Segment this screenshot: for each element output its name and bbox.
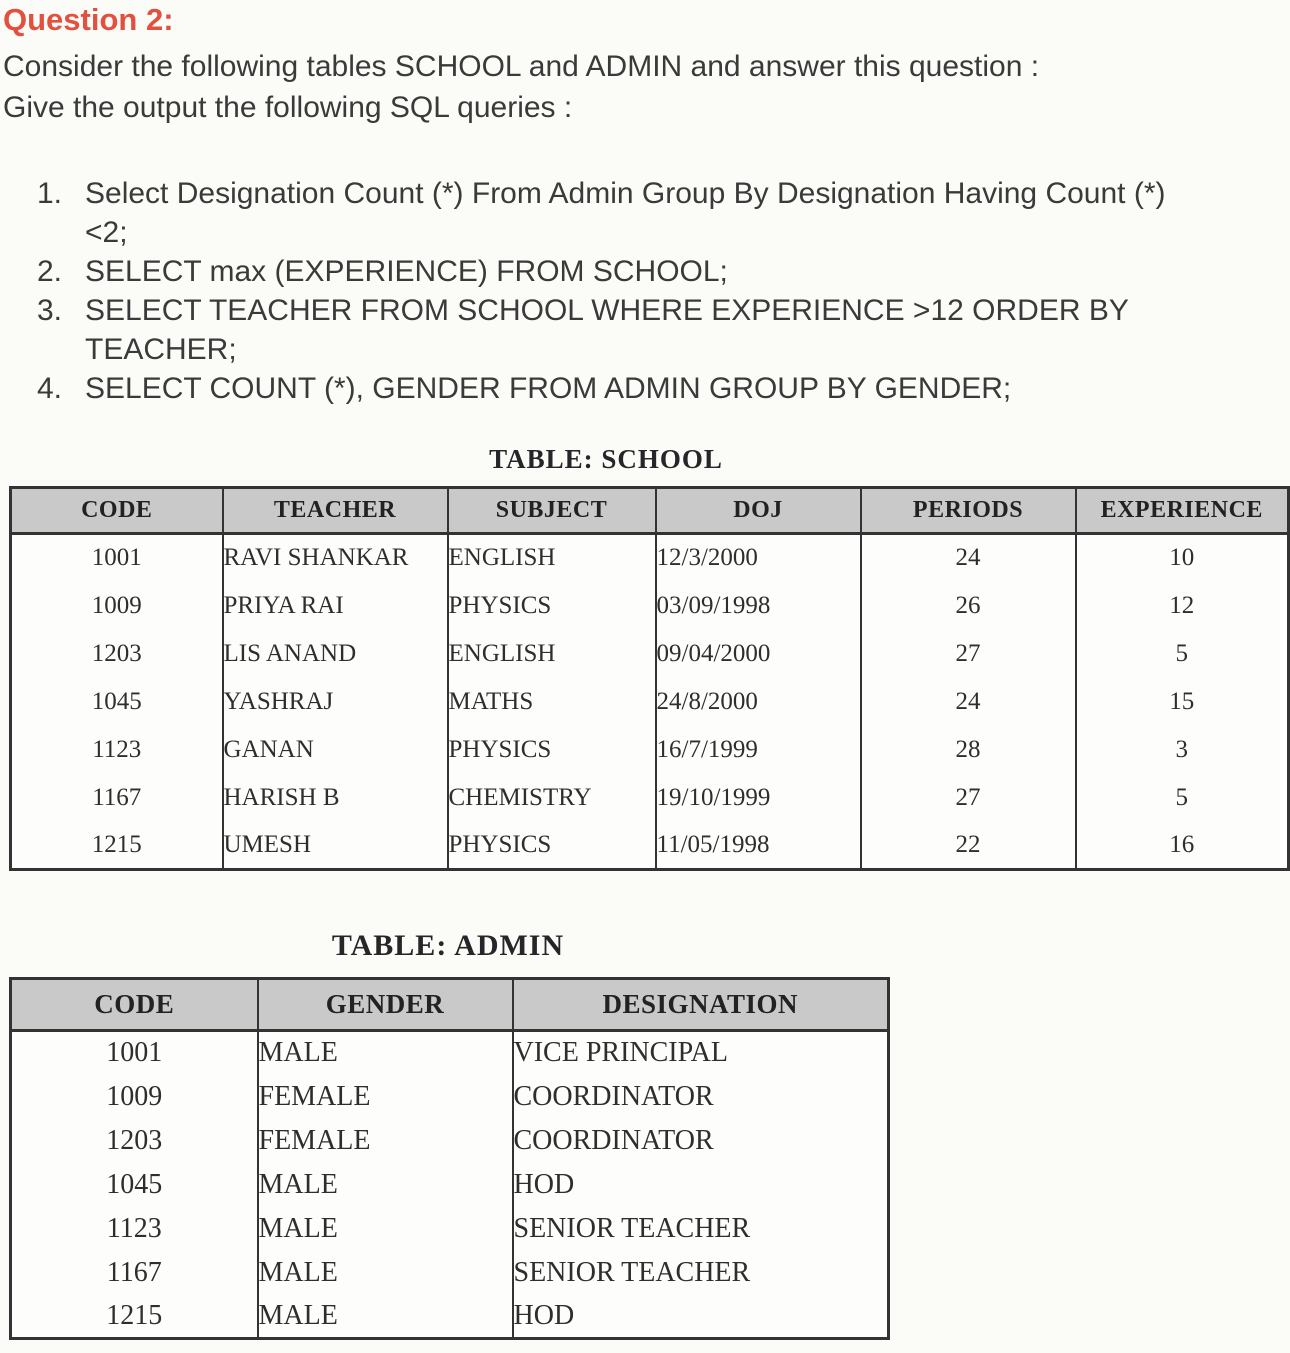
query-item xyxy=(37,174,1290,252)
cell: PHYSICS xyxy=(448,582,656,630)
cell: 1123 xyxy=(106,1212,162,1244)
intro-line-2: Give the output the following SQL queries : xyxy=(3,91,573,124)
cell: 24/8/2000 xyxy=(656,678,861,726)
query-item xyxy=(37,252,1290,291)
cell: 5 xyxy=(1076,774,1289,822)
query-line: Select Designation Count (*) From Admin Group By Designation Having Count (*) xyxy=(85,177,1166,210)
cell: UMESH xyxy=(223,822,448,870)
cell: 1215 xyxy=(106,1299,163,1331)
cell: 28 xyxy=(861,726,1076,774)
admin-table-caption: TABLE: ADMIN xyxy=(331,929,565,962)
cell: CHEMISTRY xyxy=(448,774,656,822)
cell: GANAN xyxy=(223,726,448,774)
cell: 1123 xyxy=(92,735,142,763)
column-header: EXPERIENCE xyxy=(1076,488,1289,534)
cell: 27 xyxy=(861,774,1076,822)
cell: 1167 xyxy=(106,1256,162,1288)
cell: 1009 xyxy=(91,591,142,619)
column-header: CODE xyxy=(11,488,223,534)
table-row xyxy=(11,534,1289,582)
cell: YASHRAJ xyxy=(223,678,448,726)
cell: 15 xyxy=(1076,678,1289,726)
query-list xyxy=(37,174,1290,408)
table-row xyxy=(11,1163,889,1207)
question-heading: Question 2: xyxy=(3,2,174,37)
school-table xyxy=(9,486,1290,871)
cell: VICE PRINCIPAL xyxy=(513,1031,889,1075)
table-row xyxy=(11,582,1289,630)
cell: 11/05/1998 xyxy=(656,822,861,870)
school-table-caption: TABLE: SCHOOL xyxy=(489,444,723,474)
query-item xyxy=(37,291,1290,369)
cell: RAVI SHANKAR xyxy=(223,534,448,582)
cell: PRIYA RAI xyxy=(223,582,448,630)
cell: FEMALE xyxy=(258,1075,513,1119)
cell: SENIOR TEACHER xyxy=(513,1207,889,1251)
table-row xyxy=(11,1295,889,1339)
query-number: 4. xyxy=(37,372,63,405)
cell: 10 xyxy=(1076,534,1289,582)
cell: 16/7/1999 xyxy=(656,726,861,774)
cell: 1167 xyxy=(92,783,142,811)
cell: 1009 xyxy=(106,1080,163,1112)
cell: MATHS xyxy=(448,678,656,726)
cell: 24 xyxy=(861,534,1076,582)
table-row xyxy=(11,1075,889,1119)
column-header: GENDER xyxy=(258,979,513,1031)
cell: 22 xyxy=(861,822,1076,870)
intro-line-1: Consider the following tables SCHOOL and ADMIN and answer this question : xyxy=(3,50,1040,83)
query-line: <2; xyxy=(85,216,128,249)
admin-table xyxy=(9,977,890,1340)
cell: 1203 xyxy=(106,1124,163,1156)
column-header: SUBJECT xyxy=(448,488,656,534)
cell: 1045 xyxy=(91,687,142,715)
query-text xyxy=(85,252,1290,291)
query-item xyxy=(37,369,1290,408)
cell: 19/10/1999 xyxy=(656,774,861,822)
cell: HOD xyxy=(513,1163,889,1207)
cell: ENGLISH xyxy=(448,630,656,678)
cell: COORDINATOR xyxy=(513,1119,889,1163)
cell: HARISH B xyxy=(223,774,448,822)
column-header: PERIODS xyxy=(861,488,1076,534)
table-row xyxy=(11,774,1289,822)
cell: 1001 xyxy=(106,1037,163,1069)
column-header: TEACHER xyxy=(223,488,448,534)
query-number: 1. xyxy=(37,177,63,210)
query-text xyxy=(85,369,1290,408)
cell: HOD xyxy=(513,1295,889,1339)
query-line: TEACHER; xyxy=(85,333,237,366)
cell: 12 xyxy=(1076,582,1289,630)
query-text xyxy=(85,174,1290,252)
table-row xyxy=(11,1031,889,1075)
cell: 24 xyxy=(861,678,1076,726)
query-number: 3. xyxy=(37,294,63,327)
cell: 3 xyxy=(1076,726,1289,774)
column-header: DESIGNATION xyxy=(513,979,889,1031)
question-intro xyxy=(3,46,1290,128)
cell: 1001 xyxy=(91,544,142,572)
table-row xyxy=(11,1207,889,1251)
column-header: CODE xyxy=(11,979,258,1031)
cell: 26 xyxy=(861,582,1076,630)
cell: 03/09/1998 xyxy=(656,582,861,630)
table-row xyxy=(11,630,1289,678)
cell: LIS ANAND xyxy=(223,630,448,678)
table-row xyxy=(11,726,1289,774)
cell: MALE xyxy=(258,1251,513,1295)
query-number: 2. xyxy=(37,255,63,288)
cell: 16 xyxy=(1076,822,1289,870)
cell: COORDINATOR xyxy=(513,1075,889,1119)
cell: 12/3/2000 xyxy=(656,534,861,582)
header-row xyxy=(11,979,889,1031)
query-line: SELECT TEACHER FROM SCHOOL WHERE EXPERIENCE >12 ORDER BY xyxy=(85,294,1129,327)
cell: 1045 xyxy=(106,1168,163,1200)
cell: 1215 xyxy=(91,830,142,858)
cell: 09/04/2000 xyxy=(656,630,861,678)
cell: 27 xyxy=(861,630,1076,678)
table-row xyxy=(11,822,1289,870)
cell: PHYSICS xyxy=(448,822,656,870)
cell: MALE xyxy=(258,1207,513,1251)
cell: MALE xyxy=(258,1295,513,1339)
column-header: DOJ xyxy=(656,488,861,534)
table-row xyxy=(11,1251,889,1295)
table-row xyxy=(11,678,1289,726)
cell: MALE xyxy=(258,1163,513,1207)
header-row xyxy=(11,488,1289,534)
cell: 5 xyxy=(1076,630,1289,678)
cell: ENGLISH xyxy=(448,534,656,582)
query-line: SELECT max (EXPERIENCE) FROM SCHOOL; xyxy=(85,255,728,288)
cell: SENIOR TEACHER xyxy=(513,1251,889,1295)
query-text xyxy=(85,291,1290,369)
cell: PHYSICS xyxy=(448,726,656,774)
cell: MALE xyxy=(258,1031,513,1075)
table-row xyxy=(11,1119,889,1163)
cell: 1203 xyxy=(91,639,142,667)
cell: FEMALE xyxy=(258,1119,513,1163)
query-line: SELECT COUNT (*), GENDER FROM ADMIN GROUP BY GENDER; xyxy=(85,372,1012,405)
